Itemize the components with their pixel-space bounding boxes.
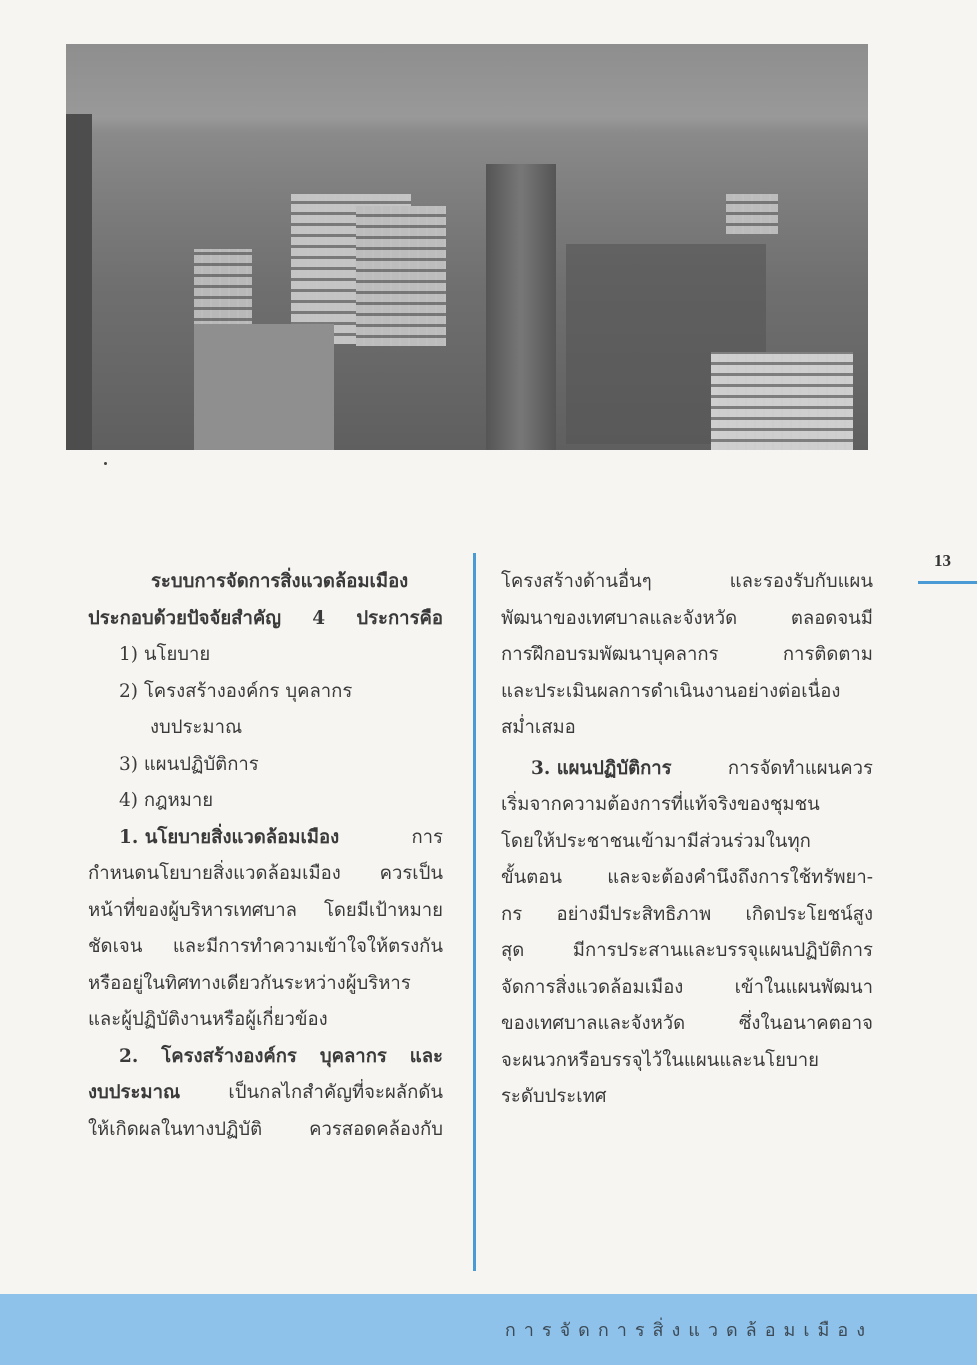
- list-item-4: 4) กฎหมาย: [119, 790, 214, 811]
- paragraph-line: โครงสร้างด้านอื่นๆ และรองรับกับแผน: [501, 571, 873, 592]
- paragraph-line: ของเทศบาลและจังหวัด ซึ่งในอนาคตอาจ: [501, 1013, 873, 1034]
- paragraph-line: การฝึกอบรมพัฒนาบุคลากร การติดตาม: [501, 644, 873, 665]
- section-2-heading-cont: งบประมาณ: [88, 1082, 181, 1103]
- section-3-heading: 3. แผนปฏิบัติการ: [531, 757, 672, 779]
- photo-road: [486, 164, 556, 450]
- paragraph-line: ขั้นตอน และจะต้องคำนึงถึงการใช้ทรัพยา-: [501, 867, 873, 888]
- speck: [104, 462, 107, 465]
- column-divider: [473, 553, 476, 1271]
- intro-heading-cont: ประกอบด้วยปัจจัยสำคัญ 4 ประการคือ: [88, 607, 443, 629]
- list-item-2: 2) โครงสร้างองค์กร บุคลากร: [119, 680, 353, 702]
- section-1-heading: 1. นโยบายสิ่งแวดล้อมเมือง: [119, 826, 340, 848]
- paragraph-line: โดยให้ประชาชนเข้ามามีส่วนร่วมในทุก: [501, 830, 811, 852]
- paragraph-line: หน้าที่ของผู้บริหารเทศบาล โดยมีเป้าหมาย: [88, 899, 443, 921]
- section-3-text: การจัดทำแผนควร: [727, 757, 873, 779]
- paragraph-line: จัดการสิ่งแวดล้อมเมือง เข้าในแผนพัฒนา: [501, 976, 873, 998]
- page-number-rule: [918, 581, 977, 584]
- footer-title: การจัดการสิ่งแวดล้อมเมือง: [504, 1320, 873, 1341]
- section-1-text: การ: [411, 826, 443, 848]
- list-item-1: 1) นโยบาย: [119, 644, 211, 665]
- section-2-heading: 2. โครงสร้างองค์กร บุคลากร และ: [119, 1045, 443, 1067]
- photo-building: [194, 324, 334, 450]
- paragraph-line: สุด มีการประสานและบรรจุแผนปฏิบัติการ: [501, 940, 873, 961]
- footer-band: [0, 1294, 977, 1365]
- paragraph-line: ให้เกิดผลในทางปฏิบัติ ควรสอดคล้องกับ: [88, 1118, 443, 1140]
- page-number: 13: [934, 551, 951, 570]
- photo-building-right: [711, 352, 853, 450]
- paragraph-line: กำหนดนโยบายสิ่งแวดล้อมเมือง ควรเป็น: [88, 863, 443, 884]
- paragraph-line: และผู้ปฏิบัติงานหรือผู้เกี่ยวข้อง: [88, 1009, 328, 1030]
- paragraph-line: หรืออยู่ในทิศทางเดียวกันระหว่างผู้บริหาร: [88, 972, 411, 994]
- list-item-3: 3) แผนปฏิบัติการ: [119, 753, 259, 775]
- paragraph-line: และประเมินผลการดำเนินงานอย่างต่อเนื่อง: [501, 680, 841, 702]
- photo-building: [726, 194, 778, 234]
- paragraph-line: กร อย่างมีประสิทธิภาพ เกิดประโยชน์สูง: [501, 903, 873, 925]
- paragraph-line: เริ่มจากความต้องการที่แท้จริงของชุมชน: [501, 794, 820, 815]
- section-1-first-line: [88, 820, 443, 857]
- paragraph-line: ชัดเจน และมีการทำความเข้าใจให้ตรงกัน: [88, 936, 443, 957]
- right-column: [501, 564, 873, 1116]
- photo-tower-left: [66, 114, 92, 450]
- photo-building: [194, 249, 252, 329]
- section-2-text: เป็นกลไกสำคัญที่จะผลักดัน: [228, 1082, 443, 1103]
- section-2-second-line: [88, 1075, 443, 1112]
- paragraph-line: พัฒนาของเทศบาลและจังหวัด ตลอดจนมี: [501, 607, 873, 629]
- paragraph-line: ระดับประเทศ: [501, 1086, 607, 1107]
- list-item-2-cont: งบประมาณ: [150, 717, 243, 738]
- left-column: [88, 564, 443, 1148]
- intro-heading: ระบบการจัดการสิ่งแวดล้อมเมือง: [151, 571, 409, 592]
- paragraph-line: สม่ำเสมอ: [501, 717, 576, 738]
- section-3-first-line: [501, 751, 873, 788]
- photo-building: [356, 206, 446, 346]
- paragraph-line: จะผนวกหรือบรรจุไว้ในแผนและนโยบาย: [501, 1049, 819, 1071]
- city-aerial-photo: [66, 44, 868, 450]
